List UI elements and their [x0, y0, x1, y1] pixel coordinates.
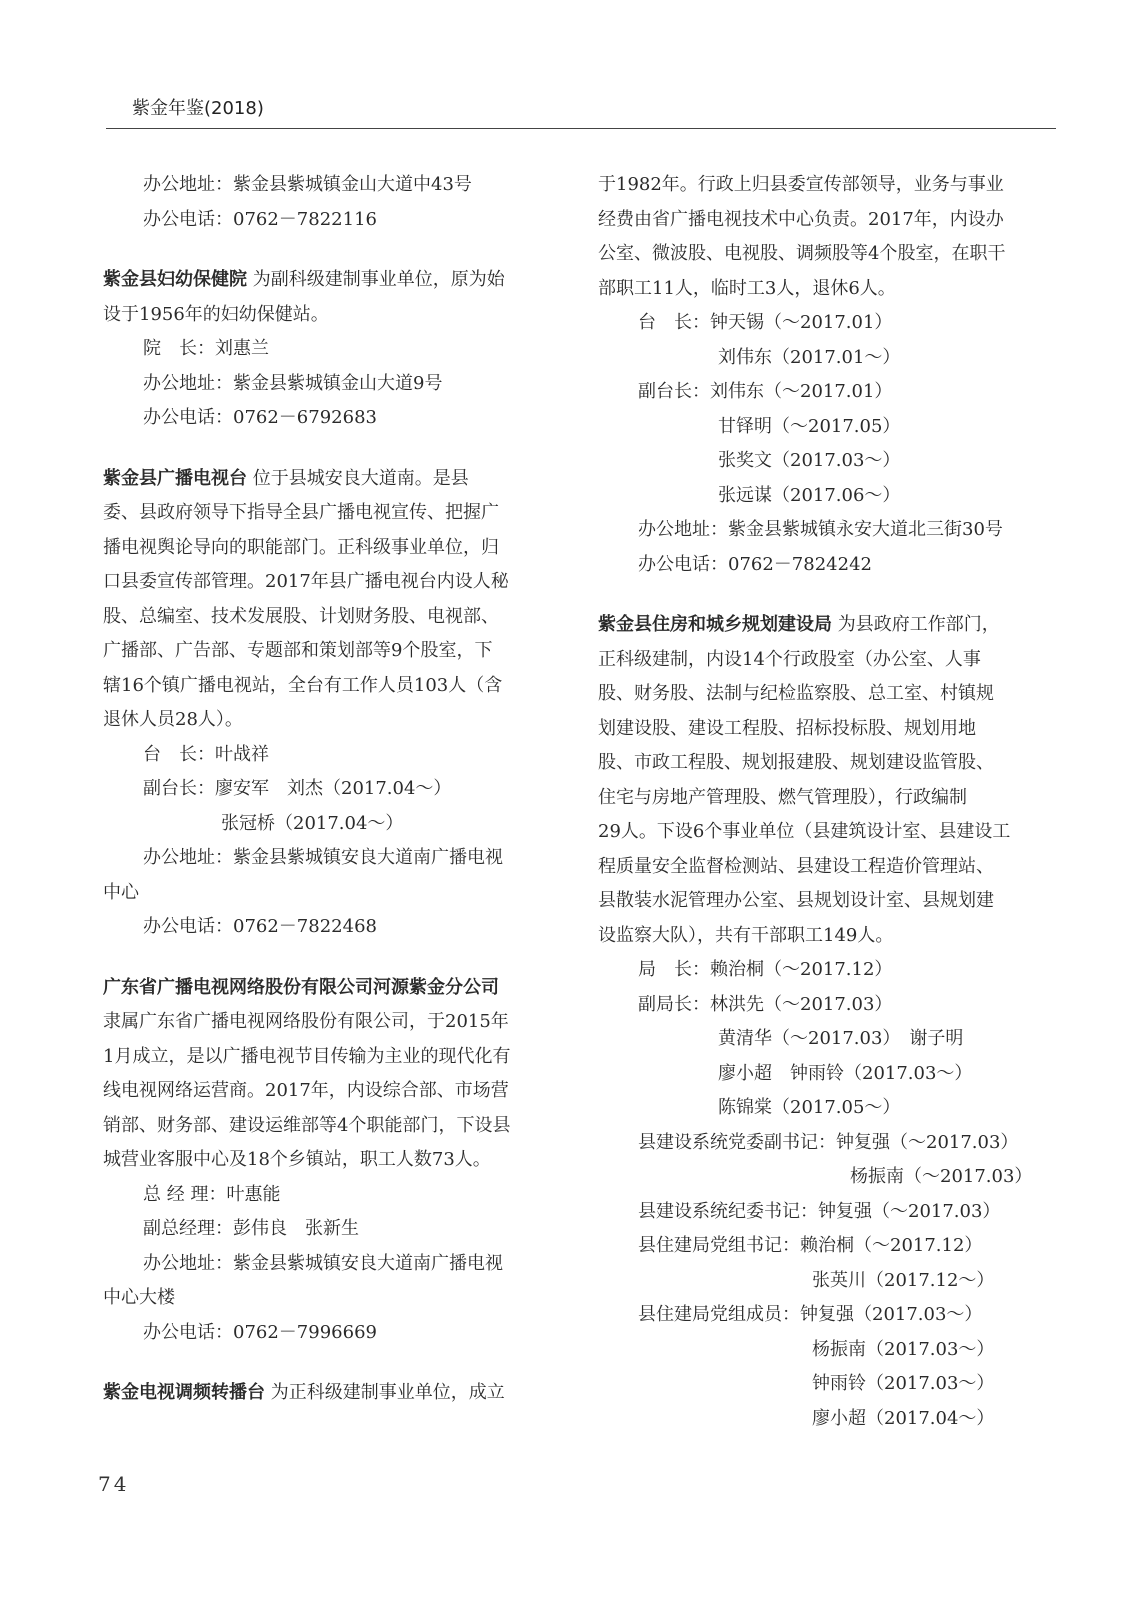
entry-text-line: 部职工11人，临时工3人，退休6人。 — [598, 277, 896, 299]
entry-text-line: 辖16个镇广播电视站，全台有工作人员103人（含 — [103, 674, 503, 696]
entry-text-line — [103, 462, 555, 497]
staff-list — [598, 306, 1054, 582]
entry-text-line: 口县委宣传部管理。2017年县广播电视台内设人秘 — [103, 571, 509, 592]
staff-line: 甘铎明（～2017.05） — [718, 415, 901, 437]
staff-line: 县住建局党组成员：钟复强（2017.03～） — [638, 1304, 983, 1325]
deputy-line: 张冠桥（2017.04～） — [221, 812, 404, 834]
entry-heading: 广东省广播电视网络股份有限公司河源紫金分公司 — [103, 976, 499, 998]
phone-line: 办公电话：0762－7822468 — [143, 916, 377, 937]
entry-text-line: 股、财务股、法制与纪检监察股、总工室、村镇规 — [598, 683, 994, 704]
entry-text-line: 设于1956年的妇幼保健站。 — [103, 303, 329, 325]
entry-text-line: 广播部、广告部、专题部和策划部等9个股室，下 — [103, 640, 493, 661]
staff-line: 廖小超（2017.04～） — [812, 1407, 995, 1429]
staff-line: 台 长：钟天锡（～2017.01） — [638, 312, 893, 333]
address-line: 中心 — [103, 881, 139, 903]
entry-text-line: 于1982年。行政上归县委宣传部领导，业务与事业 — [598, 174, 1004, 195]
address-line: 办公地址：紫金县紫城镇金山大道9号 — [143, 372, 443, 394]
left-column — [103, 168, 555, 1411]
staff-line: 钟雨铃（2017.03～） — [812, 1373, 995, 1394]
director-line: 台 长：叶战祥 — [143, 743, 269, 765]
entry-gdnet — [103, 971, 555, 1351]
staff-line: 局 长：赖治桐（～2017.12） — [638, 959, 893, 980]
entry-text-line — [103, 1376, 555, 1411]
staff-line: 县建设系统纪委书记：钟复强（～2017.03） — [638, 1200, 1001, 1222]
running-header — [106, 94, 1056, 129]
address-line: 办公地址：紫金县紫城镇金山大道中43号 — [143, 174, 472, 195]
staff-line: 陈锦棠（2017.05～） — [718, 1097, 901, 1118]
phone-line: 办公电话：0762－6792683 — [143, 407, 377, 428]
deputy-line: 副台长：廖安军 刘杰（2017.04～） — [143, 778, 452, 799]
entry-heading: 紫金县妇幼保健院 — [103, 269, 247, 290]
staff-line: 张英川（2017.12～） — [812, 1269, 995, 1291]
staff-line: 廖小超 钟雨铃（2017.03～） — [718, 1062, 973, 1084]
entry-text-line: 退休人员28人）。 — [103, 709, 243, 730]
entry-text-line: 1月成立，是以广播电视节目传输为主业的现代化有 — [103, 1045, 511, 1067]
entry-text: 位于县城安良大道南。是县 — [247, 467, 469, 489]
entry-text-line: 公室、微波股、电视股、调频股等4个股室，在职干 — [598, 243, 1006, 264]
entry-heading: 紫金电视调频转播台 — [103, 1382, 265, 1403]
entry-text-line: 销部、财务部、建设运维部等4个职能部门，下设县 — [103, 1114, 511, 1136]
entry-fm-continued — [598, 168, 1054, 582]
staff-line: 杨振南（～2017.03） — [850, 1166, 1033, 1187]
address-line: 中心大楼 — [103, 1287, 175, 1308]
entry-text-line: 播电视舆论导向的职能部门。正科级事业单位，归 — [103, 536, 499, 558]
entry-text-line: 城营业客服中心及18个乡镇站，职工人数73人。 — [103, 1149, 491, 1170]
entry-guangbo — [103, 462, 555, 945]
entry-text-line: 县散装水泥管理办公室、县规划设计室、县规划建 — [598, 890, 994, 911]
address-line: 办公地址：紫金县紫城镇安良大道南广播电视 — [143, 1252, 503, 1274]
entry-text-line: 设监察大队），共有干部职工149人。 — [598, 924, 894, 946]
staff-line: 副局长：林洪先（～2017.03） — [638, 993, 893, 1015]
address-line: 办公地址：紫金县紫城镇安良大道南广播电视 — [143, 847, 503, 868]
deputy-line: 副总经理：彭伟良 张新生 — [143, 1218, 359, 1239]
entry-text-line: 线电视网络运营商。2017年，内设综合部、市场营 — [103, 1080, 509, 1101]
entry-text-line: 程质量安全监督检测站、县建设工程造价管理站、 — [598, 855, 994, 877]
staff-line: 刘伟东（2017.01～） — [718, 346, 901, 368]
entry-text-line — [103, 263, 555, 298]
staff-line: 县建设系统党委副书记：钟复强（～2017.03） — [638, 1131, 1019, 1153]
entry-heading: 紫金县广播电视台 — [103, 467, 247, 489]
entry-text-line: 划建设股、建设工程股、招标投标股、规划用地 — [598, 717, 976, 739]
staff-line: 杨振南（2017.03～） — [812, 1338, 995, 1360]
manager-line: 总 经 理：叶惠能 — [143, 1183, 281, 1205]
entry-text-line: 正科级建制，内设14个行政股室（办公室、人事 — [598, 648, 981, 670]
staff-line: 黄清华（～2017.03） 谢子明 — [718, 1028, 964, 1049]
staff-line: 办公地址：紫金县紫城镇永安大道北三街30号 — [638, 519, 1003, 540]
entry-fm — [103, 1376, 555, 1411]
entry-text: 为副科级建制事业单位，原为始 — [247, 269, 505, 290]
staff-line: 副台长：刘伟东（～2017.01） — [638, 381, 893, 402]
right-column — [598, 168, 1054, 1436]
staff-line: 张远谋（2017.06～） — [718, 484, 901, 506]
staff-line: 县住建局党组书记：赖治桐（～2017.12） — [638, 1235, 983, 1256]
entry-text-line: 隶属广东省广播电视网络股份有限公司，于2015年 — [103, 1011, 509, 1032]
entry-text-line: 委、县政府领导下指导全县广播电视宣传、把握广 — [103, 502, 499, 523]
director-line: 院 长：刘惠兰 — [143, 338, 269, 359]
entry-fuyou — [103, 263, 555, 436]
phone-line: 办公电话：0762－7822116 — [143, 208, 377, 230]
entry-text-line: 股、市政工程股、规划报建股、规划建设监管股、 — [598, 752, 994, 773]
entry-text-line: 股、总编室、技术发展股、计划财务股、电视部、 — [103, 605, 499, 627]
entry-text: 为正科级建制事业单位，成立 — [265, 1382, 505, 1403]
entry-text-line: 住宅与房地产管理股、燃气管理股），行政编制 — [598, 786, 967, 808]
running-header-title: 紫金年鉴(2018) — [132, 98, 264, 119]
staff-line: 办公电话：0762－7824242 — [638, 553, 872, 575]
staff-list — [598, 953, 1054, 1436]
entry-text-line — [598, 608, 1054, 643]
entry-text: 为县政府工作部门， — [832, 614, 1000, 635]
entry-heading: 紫金县住房和城乡规划建设局 — [598, 614, 832, 635]
staff-line: 张奖文（2017.03～） — [718, 450, 901, 471]
entry-zhujian — [598, 608, 1054, 1436]
phone-line: 办公电话：0762－7996669 — [143, 1321, 377, 1343]
page-number: 74 — [98, 1472, 130, 1496]
entry-text-line: 29人。下设6个事业单位（县建筑设计室、县建设工 — [598, 821, 1011, 842]
entry-text-line: 经费由省广播电视技术中心负责。2017年，内设办 — [598, 208, 1004, 230]
